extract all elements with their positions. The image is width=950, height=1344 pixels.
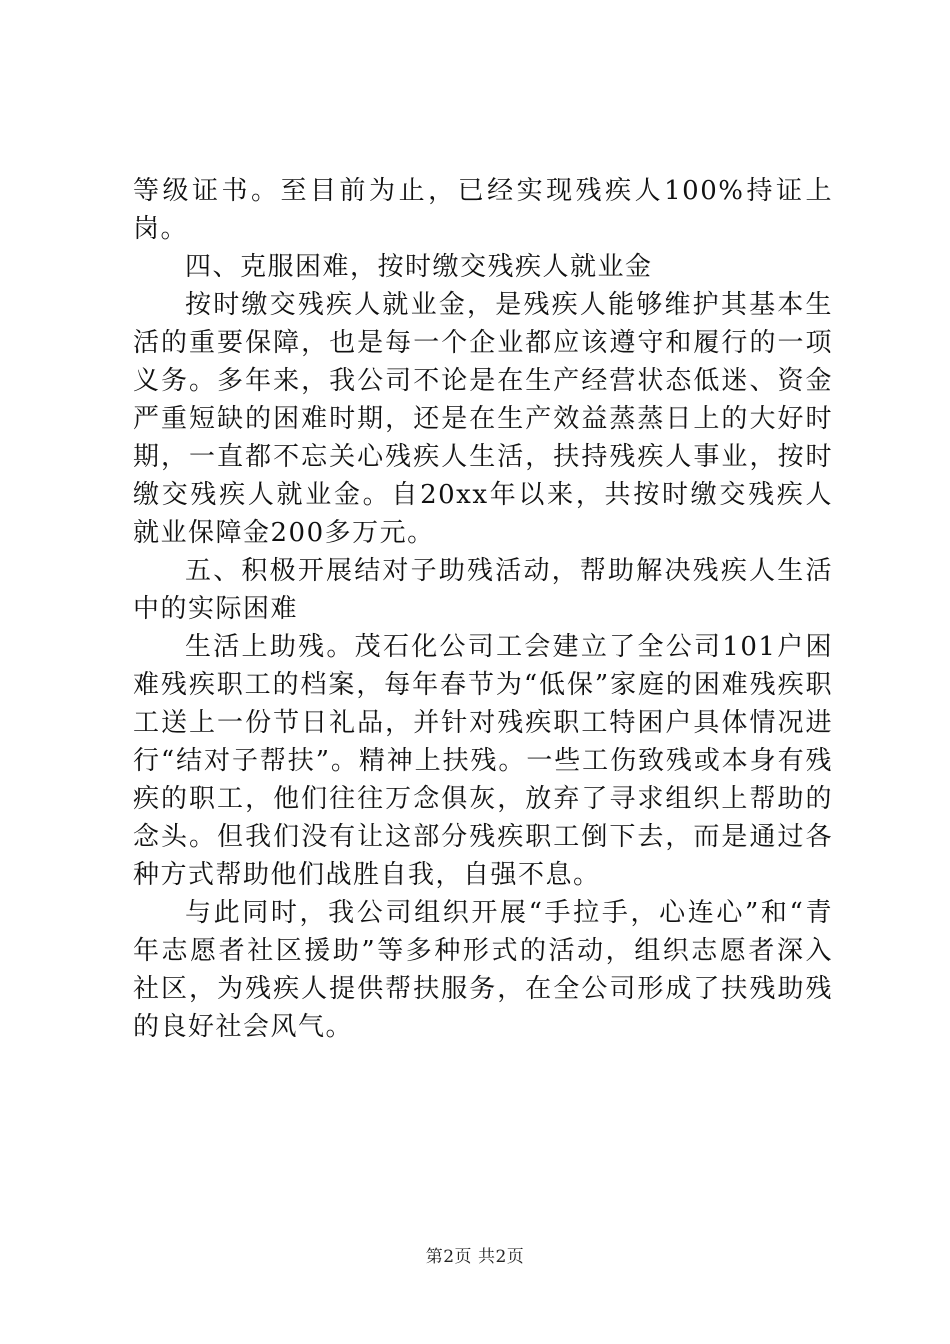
paragraph-life-assistance: 生活上助残。茂石化公司工会建立了全公司101户困难残疾职工的档案，每年春节为“低保”家庭的困难残疾职工送上一份节日礼品，并针对残疾职工特困户具体情况进行“结对子帮扶”。精神上扶残。一些工伤致残或本身有残疾的职工，他们往往万念俱灰，放弃了寻求组织上帮助的念头。但我们没有让这部分残疾职工倒下去，而是通过各种方式帮助他们战胜自我，自强不息。 bbox=[133, 632, 833, 890]
page-footer: 第2页 共2页 bbox=[425, 1247, 525, 1267]
paragraph-continuation: 等级证书。至目前为止，已经实现残疾人100%持证上岗。 bbox=[133, 176, 833, 244]
section-heading-5: 五、积极开展结对子助残活动，帮助解决残疾人生活中的实际困难 bbox=[133, 556, 833, 624]
document-body bbox=[133, 172, 833, 1046]
paragraph-volunteer-activities: 与此同时，我公司组织开展“手拉手，心连心”和“青年志愿者社区援助”等多种形式的活动，组织志愿者深入社区，为残疾人提供帮扶服务，在全公司形成了扶残助残的良好社会风气。 bbox=[133, 898, 833, 1042]
paragraph-employment-fund: 按时缴交残疾人就业金，是残疾人能够维护其基本生活的重要保障，也是每一个企业都应该遵守和履行的一项义务。多年来，我公司不论是在生产经营状态低迷、资金严重短缺的困难时期，还是在生产效益蒸蒸日上的大好时期，一直都不忘关心残疾人生活，扶持残疾人事业，按时缴交残疾人就业金。自20xx年以来，共按时缴交残疾人就业保障金200多万元。 bbox=[133, 290, 833, 548]
section-heading-4: 四、克服困难，按时缴交残疾人就业金 bbox=[185, 252, 653, 282]
